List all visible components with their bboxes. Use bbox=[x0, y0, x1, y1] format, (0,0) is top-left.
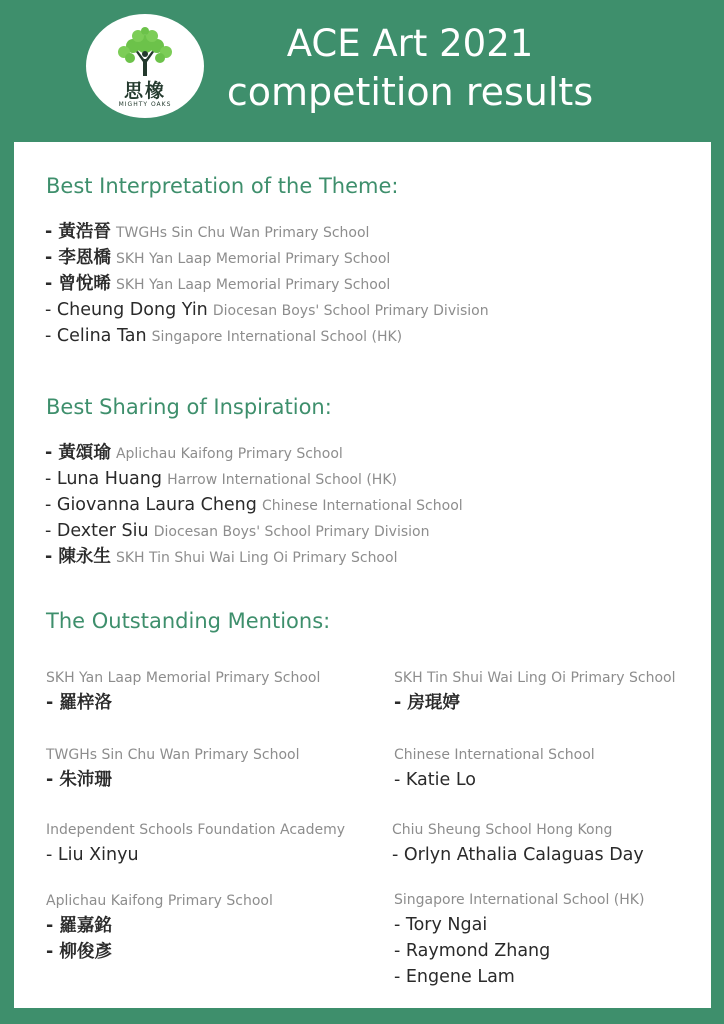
mention-name: - Raymond Zhang bbox=[394, 941, 551, 961]
mention-school: Chiu Sheung School Hong Kong bbox=[392, 822, 613, 838]
winner-school: SKH Yan Laap Memorial Primary School bbox=[115, 251, 391, 267]
mention-group bbox=[394, 888, 644, 990]
mention-group bbox=[46, 666, 320, 716]
winner-school: Diocesan Boys' School Primary Division bbox=[212, 303, 489, 319]
mention-school: TWGHs Sin Chu Wan Primary School bbox=[46, 747, 300, 763]
winners-list-inspiration bbox=[45, 440, 463, 570]
logo-chinese-text: 思橡 bbox=[123, 80, 166, 102]
winner-name: - Giovanna Laura Cheng bbox=[45, 495, 257, 515]
winner-entry bbox=[45, 544, 463, 570]
section-heading-mentions: The Outstanding Mentions: bbox=[46, 609, 331, 633]
mention-name: - 羅梓洛 bbox=[46, 693, 112, 713]
mention-name: - Tory Ngai bbox=[394, 915, 488, 935]
winner-school: SKH Yan Laap Memorial Primary School bbox=[115, 277, 391, 293]
mention-group bbox=[392, 818, 644, 868]
mention-school: Independent Schools Foundation Academy bbox=[46, 822, 346, 838]
results-card bbox=[14, 142, 711, 1008]
winner-entry bbox=[45, 518, 463, 544]
winner-entry bbox=[45, 466, 463, 492]
winner-name: - 黃頌瑜 bbox=[45, 443, 111, 463]
mention-group bbox=[394, 666, 676, 716]
winners-list-interpretation bbox=[45, 219, 489, 349]
winner-name: - 黃浩晉 bbox=[45, 222, 111, 242]
winner-entry bbox=[45, 492, 463, 518]
mighty-oaks-logo bbox=[86, 14, 204, 118]
page-title-line-2: competition results bbox=[226, 70, 594, 114]
section-heading-interpretation: Best Interpretation of the Theme: bbox=[46, 174, 399, 198]
winner-school: Chinese International School bbox=[261, 498, 463, 514]
mention-name: - Liu Xinyu bbox=[46, 845, 139, 865]
winner-name: - 陳永生 bbox=[45, 547, 111, 567]
winner-name: - Dexter Siu bbox=[45, 521, 149, 541]
logo-english-text: MIGHTY OAKS bbox=[118, 101, 172, 108]
winner-entry bbox=[45, 271, 489, 297]
winner-school: Diocesan Boys' School Primary Division bbox=[153, 524, 430, 540]
winner-name: - 曾悅晞 bbox=[45, 274, 111, 294]
mention-name: - 朱沛珊 bbox=[46, 770, 112, 790]
winner-school: Harrow International School (HK) bbox=[167, 472, 397, 488]
mention-school: SKH Tin Shui Wai Ling Oi Primary School bbox=[394, 670, 676, 686]
winner-entry bbox=[45, 323, 489, 349]
winner-name: - Cheung Dong Yin bbox=[45, 300, 208, 320]
winner-school: Singapore International School (HK) bbox=[151, 329, 403, 345]
winner-school: TWGHs Sin Chu Wan Primary School bbox=[115, 225, 370, 241]
mention-name: - Orlyn Athalia Calaguas Day bbox=[392, 845, 644, 865]
mention-name: - Engene Lam bbox=[394, 967, 515, 987]
winner-name: - 李恩橋 bbox=[45, 248, 111, 268]
mention-group bbox=[46, 818, 345, 868]
mention-name: - 柳俊彥 bbox=[46, 942, 112, 962]
mention-school: SKH Yan Laap Memorial Primary School bbox=[46, 670, 321, 686]
winner-school: Aplichau Kaifong Primary School bbox=[115, 446, 343, 462]
winner-entry bbox=[45, 440, 463, 466]
mention-school: Aplichau Kaifong Primary School bbox=[46, 893, 273, 909]
mention-name: - 房琨婷 bbox=[394, 693, 460, 713]
winner-school: SKH Tin Shui Wai Ling Oi Primary School bbox=[115, 550, 398, 566]
mention-name: - Katie Lo bbox=[394, 770, 476, 790]
mention-school: Singapore International School (HK) bbox=[394, 892, 645, 908]
mention-group bbox=[46, 743, 299, 793]
section-heading-inspiration: Best Sharing of Inspiration: bbox=[46, 395, 332, 419]
mention-group bbox=[394, 743, 595, 793]
mention-group bbox=[46, 889, 273, 965]
winner-entry bbox=[45, 245, 489, 271]
winner-entry bbox=[45, 219, 489, 245]
winner-name: - Celina Tan bbox=[45, 326, 147, 346]
winner-entry bbox=[45, 297, 489, 323]
winner-name: - Luna Huang bbox=[45, 469, 162, 489]
mention-name: - 羅嘉銘 bbox=[46, 916, 112, 936]
page-title-line-1: ACE Art 2021 bbox=[286, 22, 534, 65]
mention-school: Chinese International School bbox=[394, 747, 595, 763]
